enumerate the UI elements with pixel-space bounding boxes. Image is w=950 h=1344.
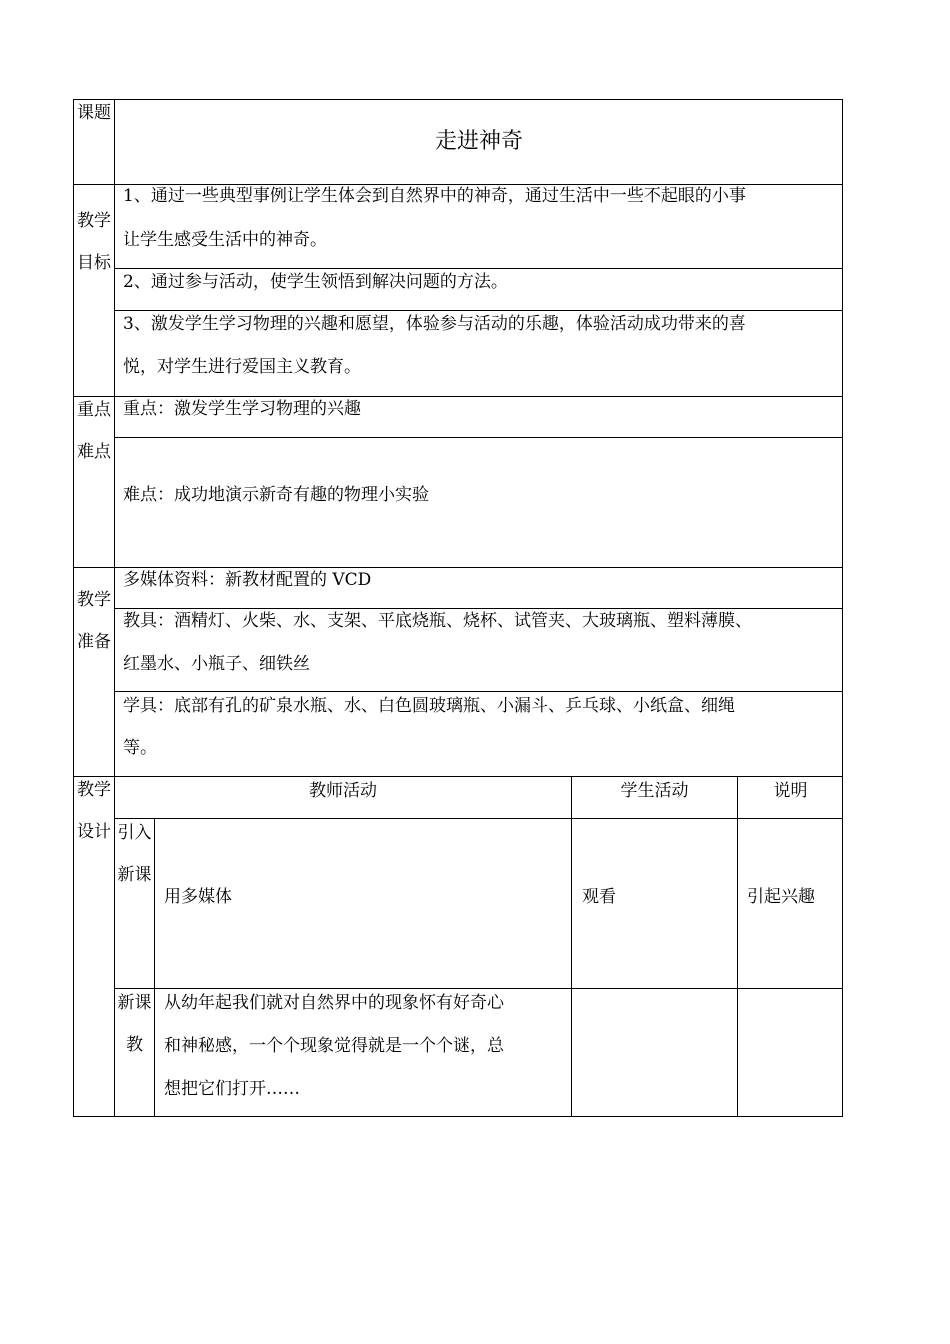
- teacher-activity-new-line-2: 和神秘感，一个个现象觉得就是一个个谜，总: [164, 1036, 504, 1056]
- stage-new-lesson: 新课教: [117, 993, 152, 1055]
- objective-2: 2、通过参与活动，使学生领悟到解决问题的方法。: [123, 272, 508, 292]
- label-preparation: 教学准备: [77, 590, 111, 652]
- objective-3-line-1: 3、激发学生学习物理的兴趣和愿望，体验参与活动的乐趣，体验活动成功带来的喜: [123, 314, 746, 334]
- teaching-aids-line-1: 教具：酒精灯、火柴、水、支架、平底烧瓶、烧杯、试管夹、大玻璃瓶、塑料薄膜、: [123, 611, 752, 631]
- teacher-activity-intro: 用多媒体: [164, 887, 232, 907]
- student-activity-intro: 观看: [582, 887, 616, 907]
- key-point: 重点：激发学生学习物理的兴趣: [123, 399, 361, 419]
- note-intro: 引起兴趣: [747, 887, 815, 907]
- column-header-note: 说明: [773, 781, 808, 801]
- design-student-column-divider: [571, 776, 572, 1117]
- label-design: 教学设计: [77, 780, 111, 842]
- label-topic: 课题: [77, 103, 111, 123]
- column-header-teacher: 教师活动: [309, 781, 377, 801]
- student-aids-line-1: 学具：底部有孔的矿泉水瓶、水、白色圆玻璃瓶、小漏斗、乒乓球、小纸盒、细绳: [123, 696, 735, 716]
- teacher-activity-new-line-1: 从幼年起我们就对自然界中的现象怀有好奇心: [164, 993, 504, 1013]
- design-stage-column-divider: [154, 818, 155, 1117]
- keypoint-divider: [114, 437, 843, 438]
- objective-3-line-2: 悦，对学生进行爱国主义教育。: [123, 357, 361, 377]
- stage-introduction: 引入新课: [117, 823, 152, 885]
- column-header-student: 学生活动: [620, 781, 689, 801]
- student-aids-line-2: 等。: [123, 738, 157, 758]
- lesson-title: 走进神奇: [434, 129, 523, 154]
- objective-1-line-1: 1、通过一些典型事例让学生体会到自然界中的神奇，通过生活中一些不起眼的小事: [123, 186, 746, 206]
- teaching-aids-line-2: 红墨水、小瓶子、细铁丝: [123, 654, 310, 674]
- multimedia-materials: 多媒体资料：新教材配置的 VCD: [123, 570, 372, 590]
- difficult-point: 难点：成功地演示新奇有趣的物理小实验: [123, 485, 429, 505]
- objective-1-line-2: 让学生感受生活中的神奇。: [123, 230, 327, 250]
- label-key-points: 重点难点: [77, 400, 111, 462]
- design-header-divider: [114, 818, 843, 819]
- design-note-column-divider: [737, 776, 738, 1117]
- label-objectives: 教学目标: [77, 211, 111, 273]
- teacher-activity-new-line-3: 想把它们打开……: [164, 1079, 300, 1099]
